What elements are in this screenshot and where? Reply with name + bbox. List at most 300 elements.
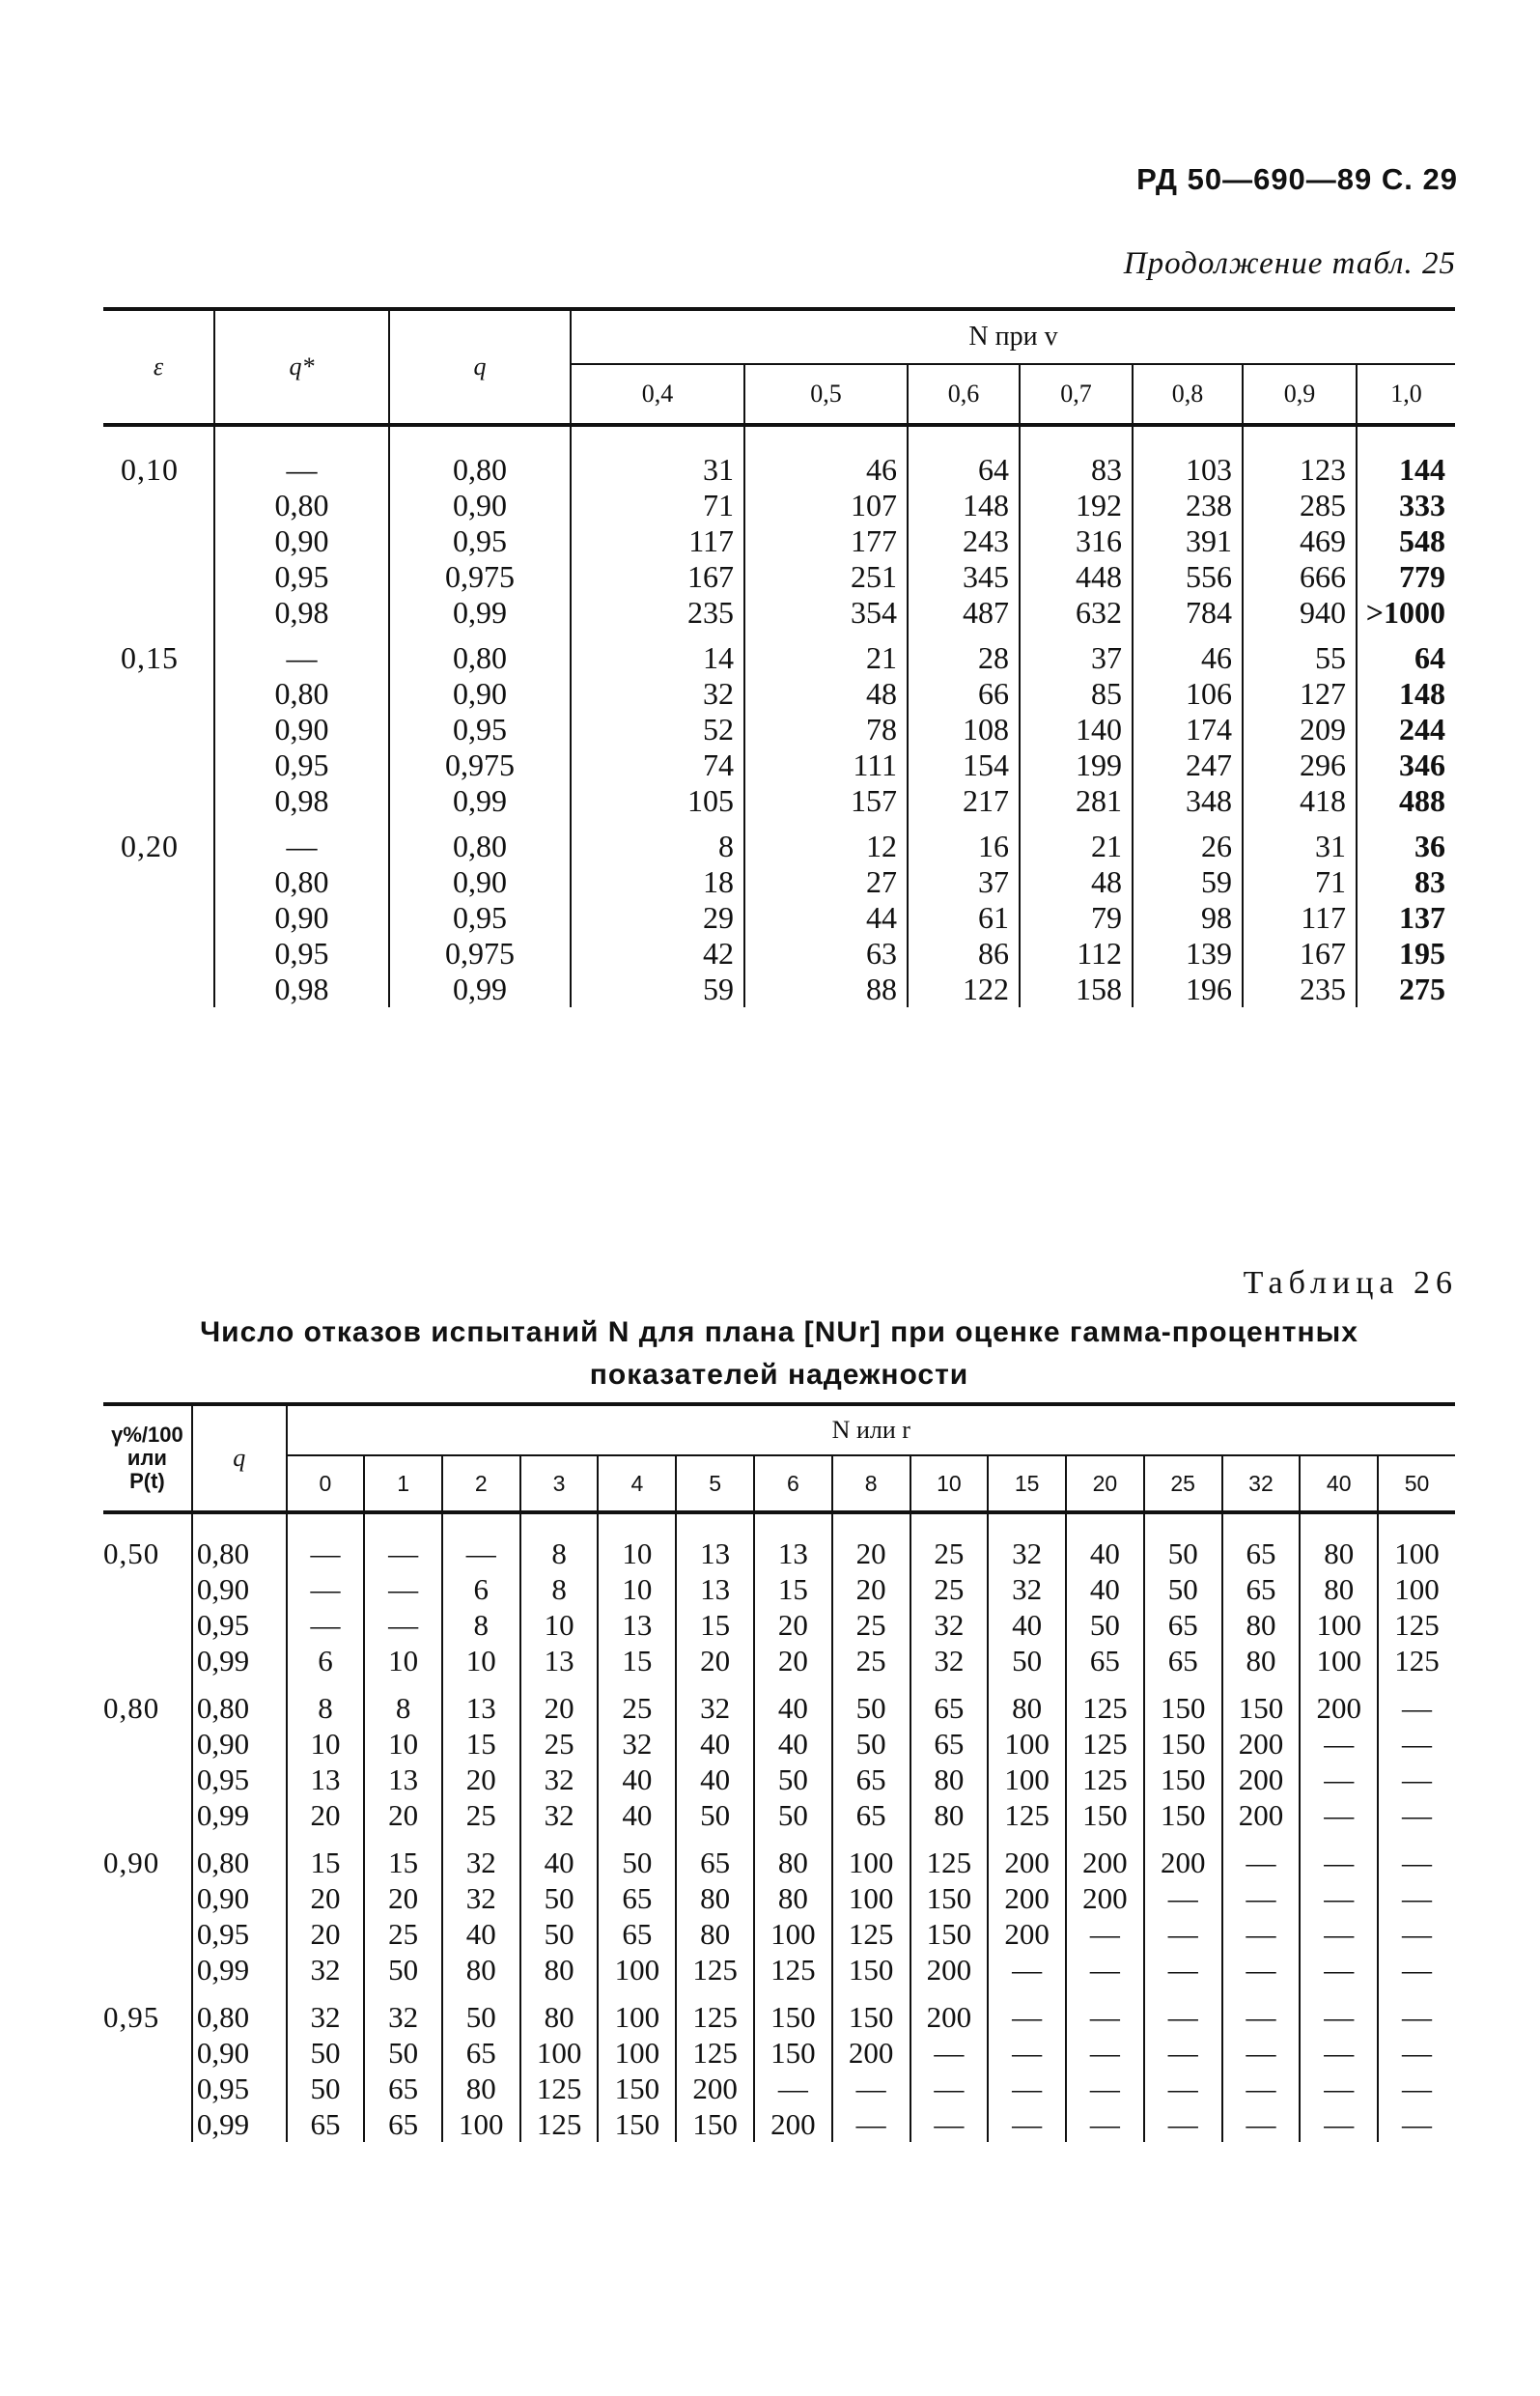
q-cell: 0,99 (389, 595, 571, 631)
qstar-cell: 0,90 (214, 712, 389, 747)
n-value-cell: 556 (1133, 559, 1243, 595)
n-value-cell: 666 (1243, 559, 1357, 595)
n-value-cell: 98 (1133, 900, 1243, 936)
n-value-cell: 487 (908, 595, 1020, 631)
n-value-cell: 20 (832, 1571, 910, 1607)
n-value-cell: 65 (442, 2035, 520, 2071)
n-value-cell: 20 (287, 1880, 365, 1916)
n-value-cell: 32 (520, 1762, 599, 1797)
n-value-cell: 20 (364, 1797, 442, 1833)
n-value-cell: — (754, 2071, 832, 2106)
n-value-cell: 86 (908, 936, 1020, 972)
n-value-cell: >1000 (1357, 595, 1455, 631)
qstar-cell: 0,98 (214, 783, 389, 819)
n-value-cell: 275 (1357, 972, 1455, 1007)
n-value-cell: 65 (287, 2106, 365, 2142)
n-value-cell: 59 (571, 972, 744, 1007)
table-row (103, 1833, 1455, 1880)
table-row (103, 1726, 1455, 1762)
n-value-cell: 32 (676, 1678, 754, 1726)
n-value-cell: 100 (598, 1952, 676, 1987)
n-value-cell: — (364, 1512, 442, 1571)
n-value-cell: 80 (1300, 1512, 1378, 1571)
n-value-cell: 50 (1066, 1607, 1144, 1643)
n-value-cell: 345 (908, 559, 1020, 595)
page-header: РД 50—690—89 С. 29 (1136, 162, 1458, 196)
n-value-cell: — (1222, 1987, 1301, 2035)
n-value-cell: 32 (364, 1987, 442, 2035)
n-value-cell: 150 (910, 1880, 989, 1916)
n-value-cell: 123 (1243, 425, 1357, 488)
n-value-cell: 40 (754, 1726, 832, 1762)
n-value-cell: — (1222, 2035, 1301, 2071)
n-value-cell: 103 (1133, 425, 1243, 488)
gamma-cell (103, 2071, 192, 2106)
n-value-cell: 15 (364, 1833, 442, 1880)
n-value-cell: 65 (1222, 1512, 1301, 1571)
n-value-cell: — (1066, 1916, 1144, 1952)
n-value-cell: — (988, 2071, 1066, 2106)
epsilon-cell (103, 864, 214, 900)
n-value-cell: 8 (571, 819, 744, 864)
n-value-cell: — (910, 2071, 989, 2106)
epsilon-cell (103, 559, 214, 595)
n-value-cell: — (988, 2035, 1066, 2071)
column-header-qstar: q* (214, 309, 389, 425)
q-cell: 0,95 (192, 1607, 287, 1643)
n-value-cell: 150 (1144, 1762, 1222, 1797)
q-cell: 0,90 (192, 1571, 287, 1607)
n-value-cell: 940 (1243, 595, 1357, 631)
column-header-q: q (389, 309, 571, 425)
n-value-cell: 32 (598, 1726, 676, 1762)
epsilon-cell (103, 523, 214, 559)
n-value-cell: 209 (1243, 712, 1357, 747)
q-cell: 0,90 (192, 1880, 287, 1916)
n-value-cell: 50 (676, 1797, 754, 1833)
n-value-cell: 140 (1020, 712, 1133, 747)
table-row (103, 900, 1455, 936)
column-header-n-r: N или r (287, 1404, 1455, 1455)
n-value-cell: 29 (571, 900, 744, 936)
n-value-cell: 32 (988, 1571, 1066, 1607)
n-value-cell: 80 (988, 1678, 1066, 1726)
n-value-cell: 148 (1357, 676, 1455, 712)
n-value-cell: — (1300, 2035, 1378, 2071)
gamma-cell (103, 1797, 192, 1833)
table-row (103, 2035, 1455, 2071)
table-continuation-title: Продолжение табл. 25 (1123, 246, 1456, 281)
n-value-cell: 65 (364, 2071, 442, 2106)
n-value-cell: 20 (754, 1607, 832, 1643)
n-value-cell: 100 (754, 1916, 832, 1952)
n-value-cell: 14 (571, 631, 744, 676)
n-value-cell: 71 (1243, 864, 1357, 900)
n-value-cell: 199 (1020, 747, 1133, 783)
n-value-cell: 125 (754, 1952, 832, 1987)
n-value-cell: 8 (520, 1512, 599, 1571)
n-value-cell: 125 (1378, 1643, 1455, 1678)
n-value-cell: 65 (910, 1678, 989, 1726)
n-value-cell: 40 (676, 1726, 754, 1762)
n-value-cell: 125 (1378, 1607, 1455, 1643)
column-header-gamma-line2: или (126, 1446, 167, 1470)
n-value-cell: 65 (832, 1797, 910, 1833)
n-value-cell: — (1144, 1952, 1222, 1987)
column-header-r: 25 (1144, 1455, 1222, 1512)
n-value-cell: 177 (744, 523, 908, 559)
table-row (103, 676, 1455, 712)
column-header-gamma-line3: P(t) (129, 1469, 165, 1493)
q-cell: 0,975 (389, 936, 571, 972)
column-header-r: 6 (754, 1455, 832, 1512)
n-value-cell: 55 (1243, 631, 1357, 676)
n-value-cell: 20 (287, 1916, 365, 1952)
n-value-cell: 125 (1066, 1678, 1144, 1726)
n-value-cell: 125 (520, 2071, 599, 2106)
n-value-cell: 66 (908, 676, 1020, 712)
n-value-cell: 13 (754, 1512, 832, 1571)
n-value-cell: — (910, 2035, 989, 2071)
qstar-cell: 0,80 (214, 488, 389, 523)
n-value-cell: 25 (364, 1916, 442, 1952)
q-cell: 0,95 (192, 2071, 287, 2106)
n-value-cell: 50 (364, 1952, 442, 1987)
n-value-cell: — (1300, 1797, 1378, 1833)
n-value-cell: — (1300, 1952, 1378, 1987)
table-row (103, 523, 1455, 559)
q-cell: 0,95 (192, 1916, 287, 1952)
qstar-cell: 0,98 (214, 972, 389, 1007)
n-value-cell: 20 (364, 1880, 442, 1916)
epsilon-cell: 0,15 (121, 640, 179, 675)
table-row (103, 631, 1455, 676)
n-value-cell: 100 (598, 1987, 676, 2035)
epsilon-cell: 0,20 (121, 829, 179, 863)
n-value-cell: 100 (520, 2035, 599, 2071)
q-cell: 0,95 (192, 1762, 287, 1797)
column-header-v: 0,4 (571, 364, 744, 425)
n-value-cell: 20 (832, 1512, 910, 1571)
q-cell: 0,95 (389, 900, 571, 936)
n-value-cell: 200 (1222, 1762, 1301, 1797)
n-value-cell: — (1066, 2035, 1144, 2071)
n-value-cell: 100 (598, 2035, 676, 2071)
n-value-cell: — (1378, 2106, 1455, 2142)
n-value-cell: 200 (1144, 1833, 1222, 1880)
n-value-cell: 200 (910, 1952, 989, 1987)
n-value-cell: 125 (988, 1797, 1066, 1833)
gamma-cell: 0,50 (103, 1536, 160, 1570)
n-value-cell: 50 (1144, 1571, 1222, 1607)
n-value-cell: — (1300, 1762, 1378, 1797)
table-26-title (103, 1311, 1455, 1396)
n-value-cell: 13 (676, 1512, 754, 1571)
q-cell: 0,80 (389, 425, 571, 488)
qstar-cell: 0,80 (214, 676, 389, 712)
n-value-cell: — (1378, 1880, 1455, 1916)
n-value-cell: 48 (744, 676, 908, 712)
qstar-cell: — (214, 631, 389, 676)
n-value-cell: — (1378, 1952, 1455, 1987)
n-value-cell: 16 (908, 819, 1020, 864)
qstar-cell: 0,95 (214, 747, 389, 783)
n-value-cell: 80 (520, 1987, 599, 2035)
table-row (103, 1571, 1455, 1607)
gamma-cell (103, 1952, 192, 1987)
n-value-cell: 150 (598, 2071, 676, 2106)
n-value-cell: 285 (1243, 488, 1357, 523)
n-value-cell: — (1378, 1726, 1455, 1762)
n-value-cell: — (1144, 2106, 1222, 2142)
n-value-cell: 247 (1133, 747, 1243, 783)
n-value-cell: 150 (1222, 1678, 1301, 1726)
n-value-cell: 65 (598, 1916, 676, 1952)
n-value-cell: 125 (520, 2106, 599, 2142)
n-value-cell: — (1144, 2071, 1222, 2106)
n-value-cell: 50 (754, 1762, 832, 1797)
n-value-cell: — (1222, 1952, 1301, 1987)
n-value-cell: 107 (744, 488, 908, 523)
n-value-cell: 235 (1243, 972, 1357, 1007)
n-value-cell: 50 (287, 2071, 365, 2106)
epsilon-cell (103, 595, 214, 631)
n-value-cell: — (287, 1607, 365, 1643)
column-header-gamma (103, 1404, 192, 1512)
qstar-cell: — (214, 819, 389, 864)
n-value-cell: 281 (1020, 783, 1133, 819)
n-value-cell: — (988, 2106, 1066, 2142)
qstar-cell: 0,90 (214, 523, 389, 559)
n-value-cell: 63 (744, 936, 908, 972)
column-header-v: 0,6 (908, 364, 1020, 425)
epsilon-cell (103, 712, 214, 747)
n-value-cell: — (1066, 1952, 1144, 1987)
n-value-cell: 200 (988, 1880, 1066, 1916)
n-value-cell: 167 (1243, 936, 1357, 972)
n-value-cell: 65 (1222, 1571, 1301, 1607)
n-value-cell: 10 (364, 1726, 442, 1762)
n-value-cell: 80 (676, 1880, 754, 1916)
n-value-cell: 8 (364, 1678, 442, 1726)
n-value-cell: 8 (520, 1571, 599, 1607)
table-26 (103, 1402, 1455, 2142)
n-value-cell: 200 (1300, 1678, 1378, 1726)
n-value-cell: 144 (1357, 425, 1455, 488)
n-value-cell: 88 (744, 972, 908, 1007)
gamma-cell (103, 1726, 192, 1762)
n-value-cell: — (1066, 2071, 1144, 2106)
q-cell: 0,80 (389, 819, 571, 864)
n-value-cell: 50 (520, 1916, 599, 1952)
n-value-cell: 346 (1357, 747, 1455, 783)
table-row (103, 864, 1455, 900)
n-value-cell: 125 (676, 1987, 754, 2035)
n-value-cell: 251 (744, 559, 908, 595)
n-value-cell: 64 (908, 425, 1020, 488)
n-value-cell: — (1378, 1762, 1455, 1797)
n-value-cell: 10 (364, 1643, 442, 1678)
n-value-cell: 150 (1144, 1797, 1222, 1833)
n-value-cell: 40 (442, 1916, 520, 1952)
n-value-cell: — (910, 2106, 989, 2142)
column-header-r: 4 (598, 1455, 676, 1512)
n-value-cell: 200 (754, 2106, 832, 2142)
n-value-cell: 217 (908, 783, 1020, 819)
n-value-cell: 174 (1133, 712, 1243, 747)
q-cell: 0,80 (192, 1987, 287, 2035)
n-value-cell: 12 (744, 819, 908, 864)
column-header-r: 32 (1222, 1455, 1301, 1512)
table-row (103, 595, 1455, 631)
q-cell: 0,95 (389, 712, 571, 747)
n-value-cell: 50 (754, 1797, 832, 1833)
n-value-cell: — (1300, 2071, 1378, 2106)
n-value-cell: 316 (1020, 523, 1133, 559)
n-value-cell: — (1378, 1678, 1455, 1726)
n-value-cell: 105 (571, 783, 744, 819)
table-row (103, 1987, 1455, 2035)
n-value-cell: 108 (908, 712, 1020, 747)
n-value-cell: — (1144, 2035, 1222, 2071)
n-value-cell: 18 (571, 864, 744, 900)
n-value-cell: — (1300, 1833, 1378, 1880)
q-cell: 0,95 (389, 523, 571, 559)
n-value-cell: 74 (571, 747, 744, 783)
column-header-r: 1 (364, 1455, 442, 1512)
n-value-cell: 125 (1066, 1726, 1144, 1762)
n-value-cell: 50 (287, 2035, 365, 2071)
table-row (103, 1952, 1455, 1987)
n-value-cell: — (988, 1952, 1066, 1987)
n-value-cell: 50 (832, 1678, 910, 1726)
n-value-cell: 154 (908, 747, 1020, 783)
n-value-cell: 150 (1144, 1678, 1222, 1726)
n-value-cell: 117 (571, 523, 744, 559)
n-value-cell: 80 (1300, 1571, 1378, 1607)
gamma-cell (103, 1571, 192, 1607)
column-header-r: 2 (442, 1455, 520, 1512)
column-header-gamma-line1: γ%/100 (111, 1423, 183, 1447)
n-value-cell: 28 (908, 631, 1020, 676)
gamma-cell (103, 1607, 192, 1643)
n-value-cell: 40 (520, 1833, 599, 1880)
n-value-cell: 46 (1133, 631, 1243, 676)
n-value-cell: — (1378, 1833, 1455, 1880)
n-value-cell: 150 (598, 2106, 676, 2142)
column-header-r: 40 (1300, 1455, 1378, 1512)
epsilon-cell (103, 783, 214, 819)
n-value-cell: 21 (744, 631, 908, 676)
q-cell: 0,90 (389, 864, 571, 900)
n-value-cell: 40 (1066, 1571, 1144, 1607)
n-value-cell: 52 (571, 712, 744, 747)
n-value-cell: 632 (1020, 595, 1133, 631)
n-value-cell: 235 (571, 595, 744, 631)
n-value-cell: 354 (744, 595, 908, 631)
n-value-cell: 20 (754, 1643, 832, 1678)
q-cell: 0,80 (192, 1512, 287, 1571)
epsilon-cell (103, 747, 214, 783)
n-value-cell: 418 (1243, 783, 1357, 819)
n-value-cell: 192 (1020, 488, 1133, 523)
n-value-cell: 100 (988, 1762, 1066, 1797)
n-value-cell: 42 (571, 936, 744, 972)
n-value-cell: 26 (1133, 819, 1243, 864)
column-header-epsilon: ε (103, 309, 214, 425)
table-26-title-line1: Число отказов испытаний N для плана [NUr] при оценке гамма-процентных (200, 1316, 1358, 1348)
q-cell: 0,90 (389, 488, 571, 523)
table-row (103, 559, 1455, 595)
n-value-cell: 80 (754, 1880, 832, 1916)
n-value-cell: 150 (910, 1916, 989, 1952)
column-header-v: 1,0 (1357, 364, 1455, 425)
n-value-cell: 296 (1243, 747, 1357, 783)
gamma-cell (103, 1916, 192, 1952)
n-value-cell: 8 (287, 1678, 365, 1726)
n-value-cell: 150 (832, 1987, 910, 2035)
n-value-cell: — (1222, 1916, 1301, 1952)
column-header-q: q (192, 1404, 287, 1512)
n-value-cell: 488 (1357, 783, 1455, 819)
n-value-cell: 100 (988, 1726, 1066, 1762)
gamma-cell (103, 1880, 192, 1916)
n-value-cell: 25 (598, 1678, 676, 1726)
n-value-cell: 157 (744, 783, 908, 819)
n-value-cell: — (1300, 1987, 1378, 2035)
q-cell: 0,90 (389, 676, 571, 712)
table-26-label: Таблица 26 (1243, 1265, 1458, 1301)
n-value-cell: 125 (1066, 1762, 1144, 1797)
n-value-cell: 150 (1066, 1797, 1144, 1833)
n-value-cell: 111 (744, 747, 908, 783)
n-value-cell: — (1378, 1916, 1455, 1952)
n-value-cell: 65 (1144, 1607, 1222, 1643)
gamma-cell: 0,80 (103, 1691, 160, 1725)
n-value-cell: 71 (571, 488, 744, 523)
n-value-cell: 48 (1020, 864, 1133, 900)
gamma-cell (103, 2035, 192, 2071)
table-row (103, 783, 1455, 819)
n-value-cell: 548 (1357, 523, 1455, 559)
n-value-cell: 10 (520, 1607, 599, 1643)
n-value-cell: 80 (754, 1833, 832, 1880)
n-value-cell: — (1066, 2106, 1144, 2142)
epsilon-cell: 0,10 (121, 452, 179, 487)
q-cell: 0,99 (192, 1952, 287, 1987)
n-value-cell: 150 (1144, 1726, 1222, 1762)
table-26-title-line2: показателей надежности (589, 1359, 969, 1391)
n-value-cell: 79 (1020, 900, 1133, 936)
q-cell: 0,90 (192, 1726, 287, 1762)
n-value-cell: 80 (910, 1762, 989, 1797)
n-value-cell: — (1300, 1916, 1378, 1952)
n-value-cell: 40 (1066, 1512, 1144, 1571)
table-row (103, 2106, 1455, 2142)
n-value-cell: 65 (1066, 1643, 1144, 1678)
n-value-cell: — (287, 1512, 365, 1571)
gamma-cell (103, 1643, 192, 1678)
table-row (103, 1678, 1455, 1726)
n-value-cell: 779 (1357, 559, 1455, 595)
n-value-cell: 20 (287, 1797, 365, 1833)
n-value-cell: 112 (1020, 936, 1133, 972)
n-value-cell: 448 (1020, 559, 1133, 595)
n-value-cell: 125 (910, 1833, 989, 1880)
column-header-r: 5 (676, 1455, 754, 1512)
q-cell: 0,99 (192, 2106, 287, 2142)
q-cell: 0,99 (389, 972, 571, 1007)
